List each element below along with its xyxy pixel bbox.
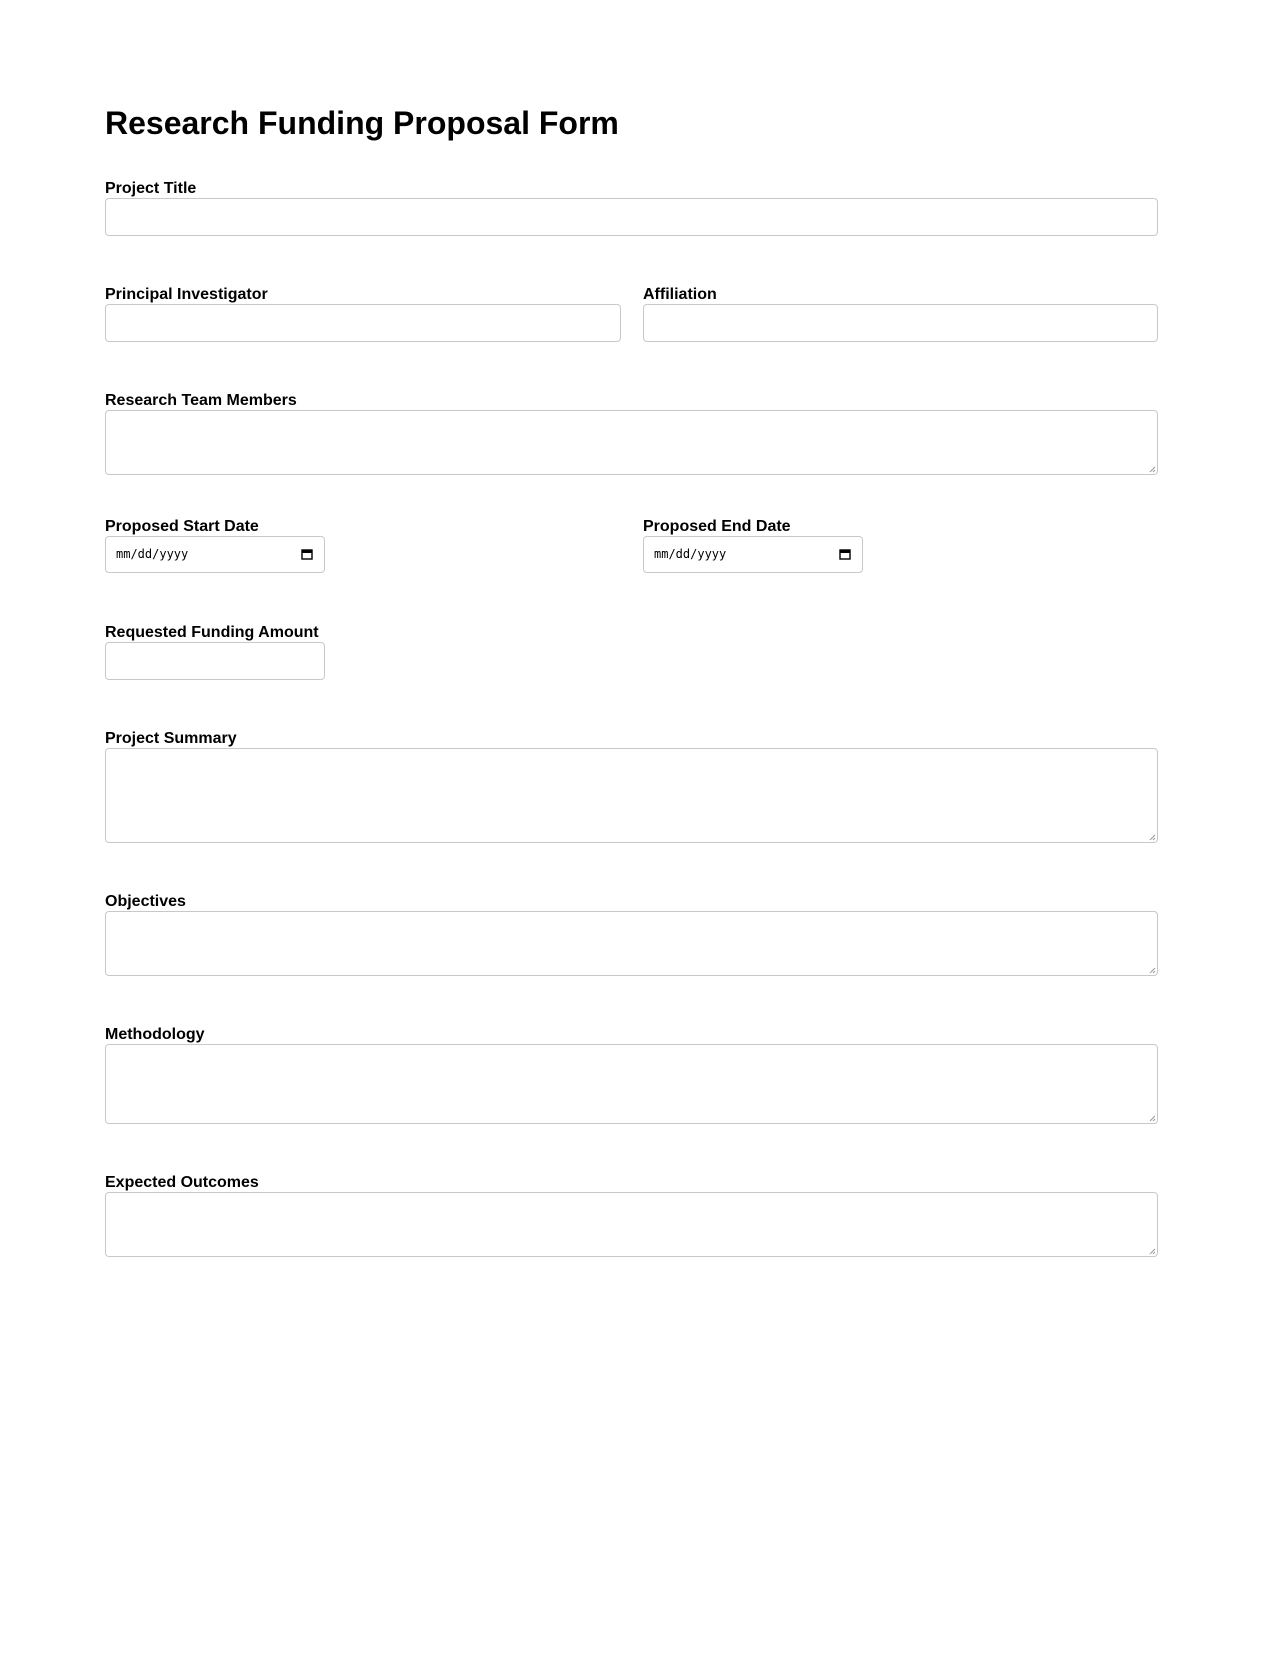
principal-investigator-input[interactable]	[105, 304, 621, 342]
resize-handle-icon[interactable]	[1148, 1114, 1156, 1122]
methodology-textarea[interactable]	[105, 1044, 1158, 1124]
resize-handle-icon[interactable]	[1148, 1247, 1156, 1255]
objectives-field	[105, 893, 1158, 911]
proposed-end-date-input[interactable]	[643, 536, 863, 573]
resize-handle-icon[interactable]	[1148, 966, 1156, 974]
project-summary-label: Project Summary	[105, 730, 237, 747]
research-team-members-textarea[interactable]	[105, 410, 1158, 475]
date-placeholder: mm/dd/yyyy	[116, 547, 189, 561]
requested-funding-amount-label: Requested Funding Amount	[105, 624, 319, 641]
requested-funding-amount-field	[105, 624, 325, 642]
proposed-end-date-field	[643, 518, 863, 561]
methodology-field	[105, 1026, 1158, 1044]
objectives-textarea[interactable]	[105, 911, 1158, 976]
affiliation-field	[643, 286, 1158, 304]
requested-funding-amount-input[interactable]	[105, 642, 325, 680]
expected-outcomes-field	[105, 1174, 1158, 1192]
methodology-label: Methodology	[105, 1026, 205, 1043]
expected-outcomes-label: Expected Outcomes	[105, 1174, 259, 1191]
date-placeholder: mm/dd/yyyy	[654, 547, 727, 561]
calendar-icon[interactable]	[301, 548, 313, 560]
project-title-input[interactable]	[105, 198, 1158, 236]
principal-investigator-field	[105, 286, 621, 304]
proposed-start-date-input[interactable]	[105, 536, 325, 573]
affiliation-label: Affiliation	[643, 286, 717, 303]
project-summary-textarea[interactable]	[105, 748, 1158, 843]
research-team-members-field	[105, 392, 1158, 410]
affiliation-input[interactable]	[643, 304, 1158, 342]
proposed-start-date-label: Proposed Start Date	[105, 518, 259, 535]
proposed-end-date-label: Proposed End Date	[643, 518, 791, 535]
project-summary-field	[105, 730, 1158, 748]
calendar-icon[interactable]	[839, 548, 851, 560]
research-team-members-label: Research Team Members	[105, 392, 297, 409]
expected-outcomes-textarea[interactable]	[105, 1192, 1158, 1257]
page-title: Research Funding Proposal Form	[105, 105, 619, 141]
principal-investigator-label: Principal Investigator	[105, 286, 268, 303]
resize-handle-icon[interactable]	[1148, 833, 1156, 841]
objectives-label: Objectives	[105, 893, 186, 910]
resize-handle-icon[interactable]	[1148, 465, 1156, 473]
proposed-start-date-field	[105, 518, 325, 561]
project-title-label: Project Title	[105, 180, 197, 197]
project-title-field	[105, 180, 1158, 198]
